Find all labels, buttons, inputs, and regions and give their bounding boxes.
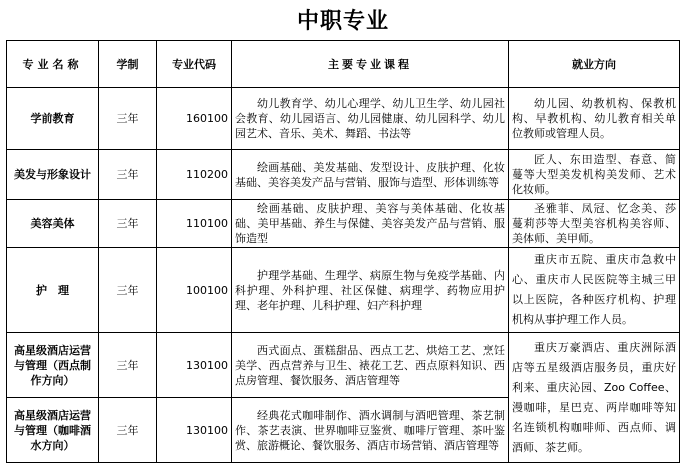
- row-code: 100100: [157, 248, 232, 333]
- table-row: [7, 248, 680, 333]
- row-courses: 绘画基础、美发基础、发型设计、皮肤护理、化妆基础、美容美发产品与营销、服饰与造型、形体训练等: [232, 150, 509, 200]
- row-years: 三年: [99, 150, 157, 200]
- row-jobs: 幼儿园、幼教机构、保教机构、早教机构、幼儿教育相关单位教师或管理人员。: [509, 88, 680, 150]
- row-code: 160100: [157, 88, 232, 150]
- row-years: 三年: [99, 88, 157, 150]
- page-title: 中职专业: [296, 8, 389, 34]
- row-courses: 经典花式咖啡制作、酒水调制与酒吧管理、茶艺制作、茶艺表演、世界咖啡豆鉴赏、咖啡厅管理、茶叶鉴赏、旅游概论、餐饮服务、酒店市场营销、酒店管理等: [232, 398, 509, 463]
- row-code: 130100: [157, 333, 232, 398]
- row-code: 110100: [157, 200, 232, 248]
- table-row: [7, 150, 680, 200]
- row-jobs: 圣雅菲、凤冠、忆念美、莎蔓莉莎等大型美容机构美容师、美体师、美甲师。: [509, 200, 680, 248]
- row-courses: 绘画基础、皮肤护理、美容与美体基础、化妆基础、美甲基础、养生与保健、美容美发产品与营销、服饰造型: [232, 200, 509, 248]
- row-name: 学前教育: [7, 88, 99, 150]
- header-code: 专业代码: [157, 41, 232, 88]
- row-code: 110200: [157, 150, 232, 200]
- row-years: 三年: [99, 398, 157, 463]
- row-years: 三年: [99, 200, 157, 248]
- row-name: 美发与形象设计: [7, 150, 99, 200]
- majors-table: [6, 40, 680, 463]
- row-code: 130100: [157, 398, 232, 463]
- header-jobs: 就业方向: [509, 41, 680, 88]
- table-row: [7, 333, 680, 398]
- row-courses: 护理学基础、生理学、病原生物与免疫学基础、内科护理、外科护理、社区保健、病理学、药物应用护理、老年护理、儿科护理、妇产科护理: [232, 248, 509, 333]
- header-row: [7, 41, 680, 88]
- row-jobs: 匠人、东田造型、春意、简蔓等大型美发机构美发师、艺术化妆师。: [509, 150, 680, 200]
- row-jobs: 重庆市五院、重庆市急救中心、重庆市人民医院等主城三甲以上医院，各种医疗机构、护理机构从事护理工作人员。: [509, 248, 680, 333]
- header-name: 专业名称: [7, 41, 99, 88]
- row-years: 三年: [99, 333, 157, 398]
- row-name: 护 理: [7, 248, 99, 333]
- row-jobs-hotel: 重庆万豪酒店、重庆洲际酒店等五星级酒店服务员，重庆好利来、重庆沁园、Zoo Coffee、漫咖啡，星巴克、两岸咖啡等知名连锁机构咖啡师、西点师、调酒师、茶艺师。: [509, 333, 680, 463]
- row-name: 美容美体: [7, 200, 99, 248]
- table-row: [7, 88, 680, 150]
- row-years: 三年: [99, 248, 157, 333]
- table-row: [7, 200, 680, 248]
- row-name: 高星级酒店运营与管理（咖啡酒水方向）: [7, 398, 99, 463]
- header-years: 学制: [99, 41, 157, 88]
- row-name: 高星级酒店运营与管理（西点制作方向）: [7, 333, 99, 398]
- header-courses: 主要专业课程: [232, 41, 509, 88]
- row-courses: 幼儿教育学、幼儿心理学、幼儿卫生学、幼儿园社会教育、幼儿园语言、幼儿园健康、幼儿园科学、幼儿园艺术、音乐、美术、舞蹈、书法等: [232, 88, 509, 150]
- row-courses: 西式面点、蛋糕甜品、西点工艺、烘焙工艺、烹饪美学、西点营养与卫生、裱花工艺、西点原料知识、西点房管理、餐饮服务、酒店管理等: [232, 333, 509, 398]
